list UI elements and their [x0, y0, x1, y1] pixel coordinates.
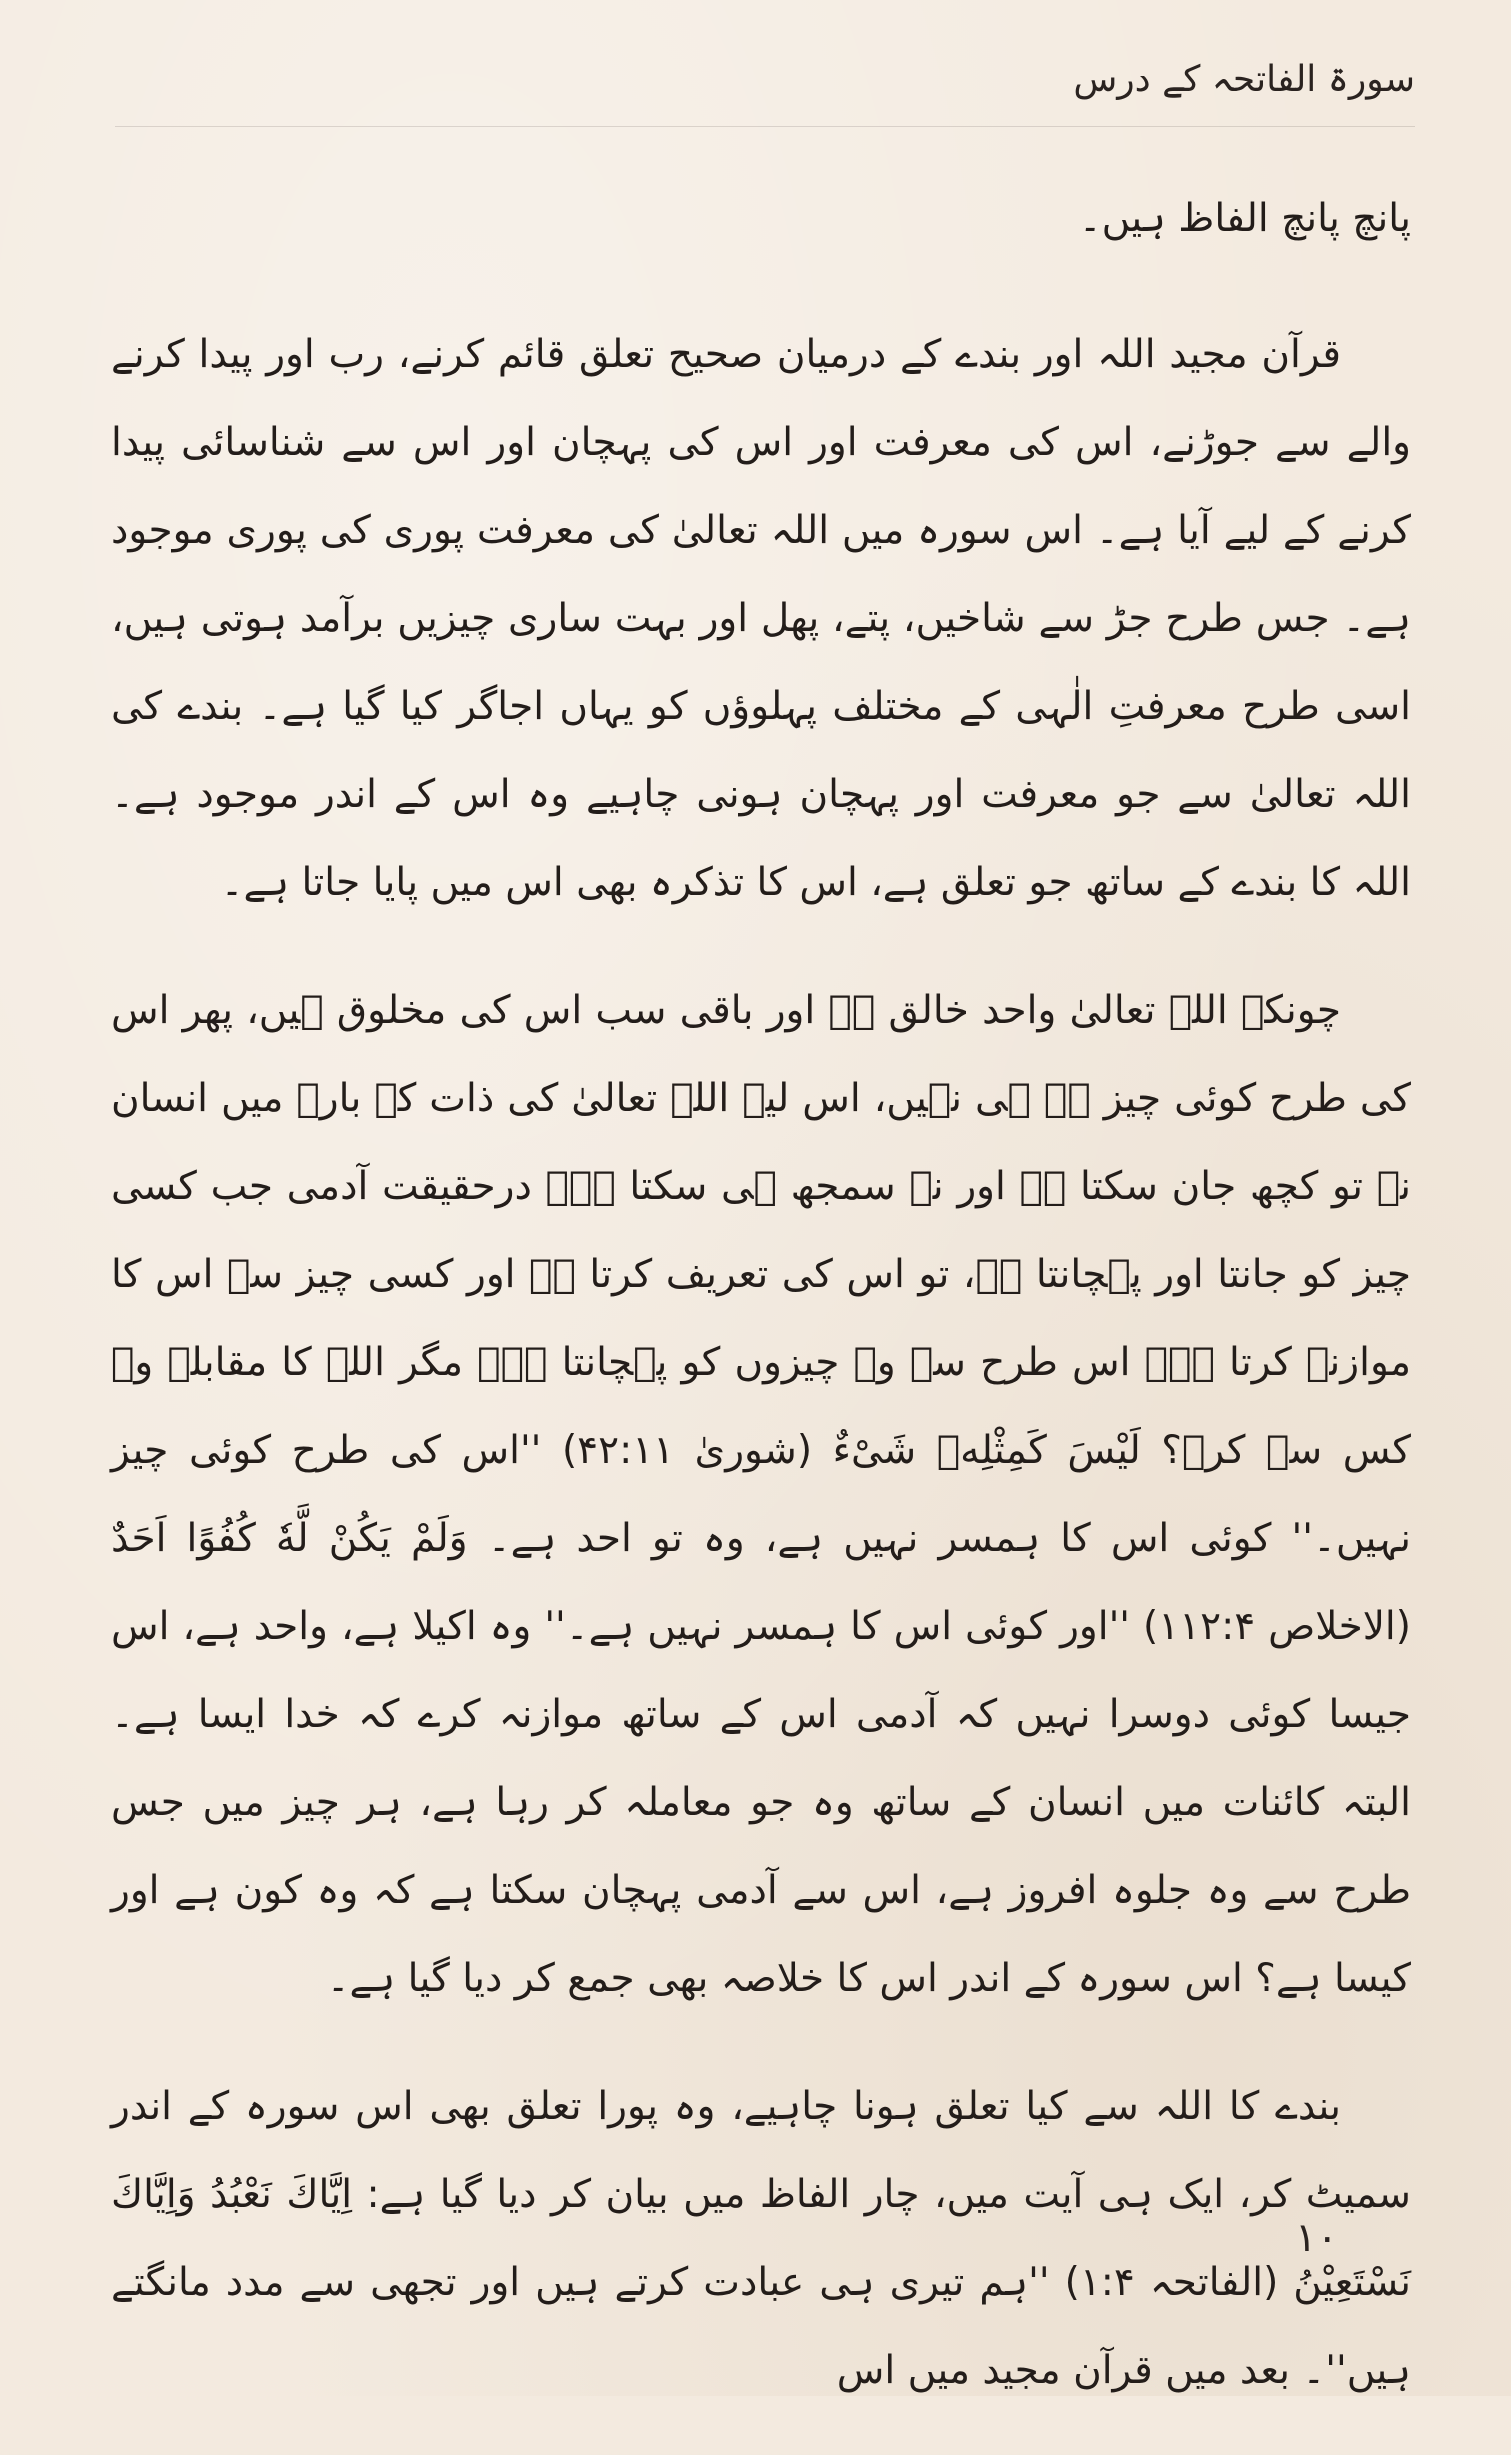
paragraph: قرآن مجید اللہ اور بندے کے درمیان صحیح تعلق قائم کرنے، رب اور پیدا کرنے والے سے جوڑنے، اس کی معرفت اور اس کی پہچان اور اس سے شناسائی پیدا کرنے کے لیے آیا ہے۔ اس سورہ میں اللہ تعالیٰ کی معرفت پوری کی پوری موجود ہے۔ جس طرح جڑ سے شاخیں، پتے، پھل اور بہت ساری چیزیں برآمد ہوتی ہیں، اسی طرح معرفتِ الٰہی کے مختلف پہلوؤں کو یہاں اجاگر کیا گیا ہے۔ بندے کی اللہ تعالیٰ سے جو معرفت اور پہچان ہونی چاہیے وہ اس کے اندر موجود ہے۔ اللہ کا بندے کے ساتھ جو تعلق ہے، اس کا تذکرہ بھی اس میں پایا جاتا ہے۔: [111, 332, 1411, 905]
paragraph: بندے کا اللہ سے کیا تعلق ہونا چاہیے، وہ پورا تعلق بھی اس سورہ کے اندر سمیٹ کر، ایک ہی آیت میں، چار الفاظ میں بیان کر دیا گیا ہے: اِیَّاكَ نَعْبُدُ وَاِیَّاكَ نَسْتَعِیْنُ (الفاتحہ ۱:۴) ''ہم تیری ہی عبادت کرتے ہیں اور تجھی سے مدد مانگتے ہیں''۔ بعد میں قرآن مجید میں اس: [111, 2084, 1411, 2393]
page-body: [111, 175, 1411, 2455]
running-header: سورۃ الفاتحہ کے درس: [1073, 59, 1415, 100]
header-divider: [115, 126, 1415, 127]
page-number: ۱۰: [1295, 2215, 1338, 2261]
paragraph: پانچ پانچ الفاظ ہیں۔: [1078, 196, 1411, 241]
paragraph: چونکہ اللہ تعالیٰ واحد خالق ہے اور باقی سب اس کی مخلوق ہیں، پھر اس کی طرح کوئی چیز ہے ہی نہیں، اس لیے اللہ تعالیٰ کی ذات کے بارے میں انسان نہ تو کچھ جان سکتا ہے اور نہ سمجھ ہی سکتا ہے۔ درحقیقت آدمی جب کسی چیز کو جانتا اور پہچانتا ہے، تو اس کی تعریف کرتا ہے اور کسی چیز سے اس کا موازنہ کرتا ہے۔ اس طرح سے وہ چیزوں کو پہچانتا ہے۔ مگر اللہ کا مقابلہ وہ کس سے کرے؟ لَیْسَ کَمِثْلِهٖ شَیْءٌ (شوریٰ ۴۲:۱۱) ''اس کی طرح کوئی چیز نہیں۔'' کوئی اس کا ہمسر نہیں ہے، وہ تو احد ہے۔ وَلَمْ یَکُنْ لَّهٗ کُفُوًا اَحَدٌ (الاخلاص ۱۱۲:۴) ''اور کوئی اس کا ہمسر نہیں ہے۔'' وہ اکیلا ہے، واحد ہے، اس جیسا کوئی دوسرا نہیں کہ آدمی اس کے ساتھ موازنہ کرے کہ خدا ایسا ہے۔ البتہ کائنات میں انسان کے ساتھ وہ جو معاملہ کر رہا ہے، ہر چیز میں جس طرح سے وہ جلوہ افروز ہے، اس سے آدمی پہچان سکتا ہے کہ وہ کون ہے اور کیسا ہے؟ اس سورہ کے اندر اس کا خلاصہ بھی جمع کر دیا گیا ہے۔: [111, 988, 1411, 2001]
